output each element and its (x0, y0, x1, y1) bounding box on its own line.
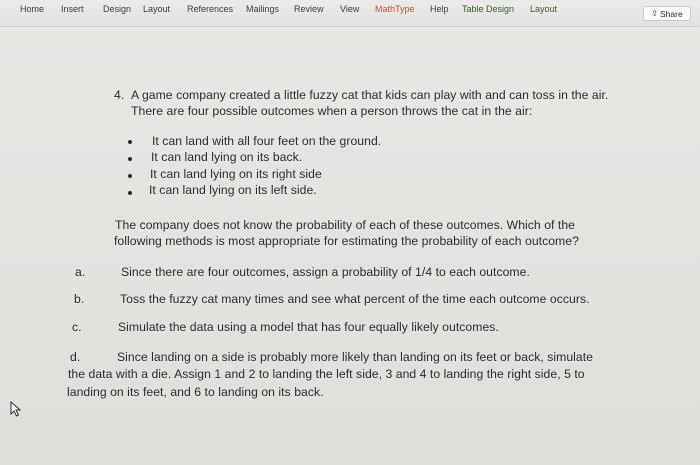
tab-home[interactable]: Home (20, 4, 45, 14)
outcome-item: It can land lying on its back. (151, 150, 303, 164)
choice-b-text[interactable]: Toss the fuzzy cat many times and see what percent of the time each outcome occurs. (120, 292, 590, 306)
bullet-dot (128, 140, 132, 144)
bullet-dot (128, 157, 132, 161)
tab-table-layout[interactable]: Layout (530, 4, 558, 14)
bullet-dot (128, 174, 132, 178)
choice-d-text-line-3[interactable]: landing on its feet, and 6 to landing on its back. (67, 385, 324, 399)
outcome-item: It can land with all four feet on the ground. (152, 134, 382, 148)
question-intro-line-1: A game company created a little fuzzy cat that kids can play with and can toss in the air. (131, 88, 609, 102)
choice-c-letter: c. (72, 320, 82, 334)
tab-insert[interactable]: Insert (61, 4, 84, 14)
tab-help[interactable]: Help (430, 4, 449, 14)
mouse-pointer-icon (10, 401, 22, 417)
outcome-item: It can land lying on its right side (150, 167, 322, 181)
choice-c-text[interactable]: Simulate the data using a model that has four equally likely outcomes. (118, 320, 499, 334)
question-number: 4. (114, 88, 125, 102)
share-button[interactable] (643, 6, 691, 21)
share-icon: ⇪ (651, 8, 658, 18)
ribbon-tab-bar (0, 0, 700, 27)
choice-b-letter: b. (74, 292, 85, 306)
share-label: Share (660, 8, 683, 19)
document-page[interactable] (0, 27, 700, 465)
choice-d-text-line-2[interactable]: the data with a die. Assign 1 and 2 to landing the left side, 3 and 4 to landing the right side, 5 to (68, 367, 585, 381)
tab-review[interactable]: Review (294, 4, 324, 14)
tab-table-design[interactable]: Table Design (462, 4, 515, 14)
choice-d-letter: d. (70, 350, 81, 364)
choice-a-text[interactable]: Since there are four outcomes, assign a probability of 1/4 to each outcome. (121, 265, 530, 279)
tab-design[interactable]: Design (103, 4, 132, 14)
choice-d-text-line-1[interactable]: Since landing on a side is probably more likely than landing on its feet or back, simulate (117, 350, 594, 364)
tab-view[interactable]: View (340, 4, 360, 14)
choice-a-letter: a. (75, 265, 86, 279)
tab-references[interactable]: References (187, 4, 234, 14)
outcome-item: It can land lying on its left side. (149, 183, 317, 197)
question-prompt-line-1: The company does not know the probability of each of these outcomes. Which of the (115, 218, 575, 232)
bullet-dot (128, 191, 132, 195)
question-prompt-line-2: following methods is most appropriate for estimating the probability of each outcome? (114, 234, 579, 248)
tab-mathtype[interactable]: MathType (375, 4, 415, 14)
tab-layout[interactable]: Layout (143, 4, 171, 14)
tab-mailings[interactable]: Mailings (246, 4, 280, 14)
question-intro-line-2: There are four possible outcomes when a person throws the cat in the air: (131, 104, 533, 118)
